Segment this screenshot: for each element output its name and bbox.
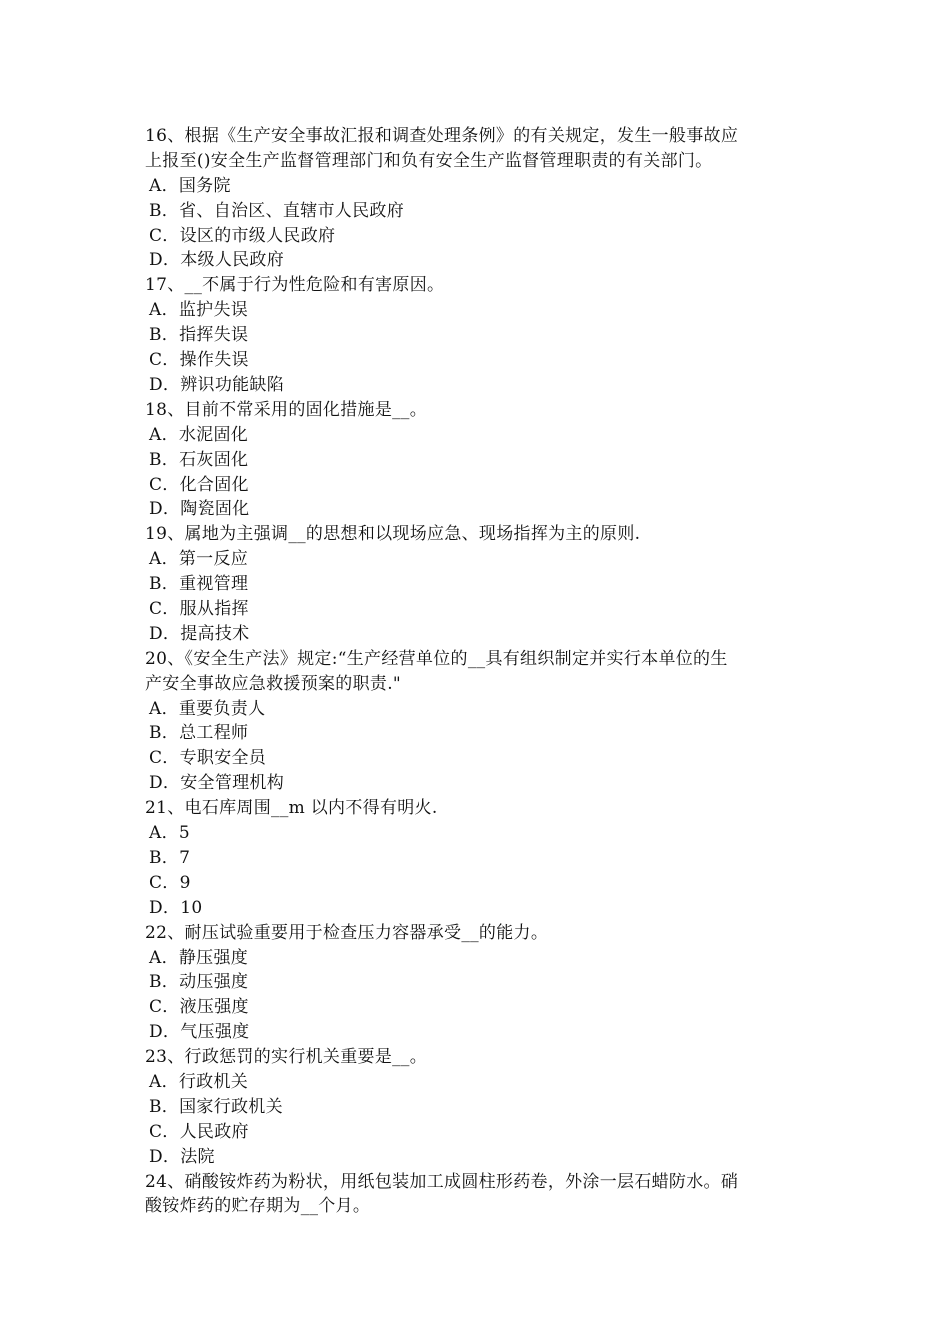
option-c: C．9 [149, 872, 191, 893]
option-c: C．专职安全员 [149, 748, 267, 769]
question-21 [145, 796, 810, 920]
option-d: D．10 [149, 897, 203, 918]
question-18 [145, 398, 810, 522]
option-b: B．总工程师 [149, 723, 249, 744]
question-text: 22、耐压试验重要用于检查压力容器承受__的能力。 [145, 922, 549, 943]
question-19 [145, 522, 810, 646]
question-text: 19、属地为主强调__的思想和以现场应急、现场指挥为主的原则. [145, 524, 641, 545]
option-d: D．安全管理机构 [149, 773, 285, 794]
option-b: B．石灰固化 [149, 449, 249, 470]
option-a: A．国务院 [149, 175, 231, 196]
option-a: A．行政机关 [149, 1072, 249, 1092]
option-c: C．液压强度 [149, 997, 249, 1018]
question-24 [145, 1170, 810, 1220]
question-text: 23、行政惩罚的实行机关重要是__。 [145, 1047, 428, 1068]
option-a: A．监护失误 [149, 300, 249, 321]
option-b: B．7 [149, 847, 191, 868]
question-text: 酸铵炸药的贮存期为__个月。 [145, 1196, 371, 1217]
option-a: A．静压强度 [149, 947, 249, 968]
question-text: 20、《安全生产法》规定:“生产经营单位的__具有组织制定并实行本单位的生 [145, 648, 728, 669]
option-a: A．5 [149, 823, 190, 844]
question-text: 21、电石库周围__m 以内不得有明火. [145, 798, 438, 819]
option-c: C．操作失误 [149, 350, 249, 371]
option-d: D．法院 [149, 1146, 215, 1167]
option-d: D．本级人民政府 [149, 250, 285, 271]
option-a: A．重要负责人 [149, 698, 266, 719]
option-b: B．重视管理 [149, 574, 249, 595]
question-text: 16、根据《生产安全事故汇报和调查处理条例》的有关规定，发生一般事故应 [145, 126, 739, 146]
question-text: 17、__不属于行为性危险和有害原因。 [145, 275, 445, 296]
option-a: A．水泥固化 [149, 424, 249, 445]
question-text: 产安全事故应急救援预案的职责." [145, 673, 402, 694]
question-text: 24、硝酸铵炸药为粉状，用纸包装加工成圆柱形药卷，外涂一层石蜡防水。硝 [145, 1171, 739, 1192]
option-c: C．人民政府 [149, 1121, 249, 1142]
option-b: B．国家行政机关 [149, 1096, 283, 1117]
option-b: B．省、自治区、直辖市人民政府 [149, 200, 404, 221]
question-text: 上报至()安全生产监督管理部门和负有安全生产监督管理职责的有关部门。 [145, 150, 713, 171]
option-d: D．辨识功能缺陷 [149, 374, 285, 395]
option-b: B．指挥失误 [149, 325, 249, 346]
question-text: 18、目前不常采用的固化措施是__。 [145, 399, 428, 420]
option-a: A．第一反应 [149, 549, 249, 570]
question-16 [145, 124, 810, 273]
option-d: D．提高技术 [149, 623, 250, 644]
option-b: B．动压强度 [149, 972, 249, 993]
option-c: C．服从指挥 [149, 599, 249, 619]
option-d: D．气压强度 [149, 1022, 250, 1043]
option-c: C．化合固化 [149, 474, 249, 495]
question-17 [145, 273, 810, 397]
question-22 [145, 921, 810, 1045]
question-20 [145, 647, 810, 796]
option-d: D．陶瓷固化 [149, 499, 250, 520]
document-page [145, 124, 810, 1219]
option-c: C．设区的市级人民政府 [149, 225, 336, 246]
question-23 [145, 1045, 810, 1169]
